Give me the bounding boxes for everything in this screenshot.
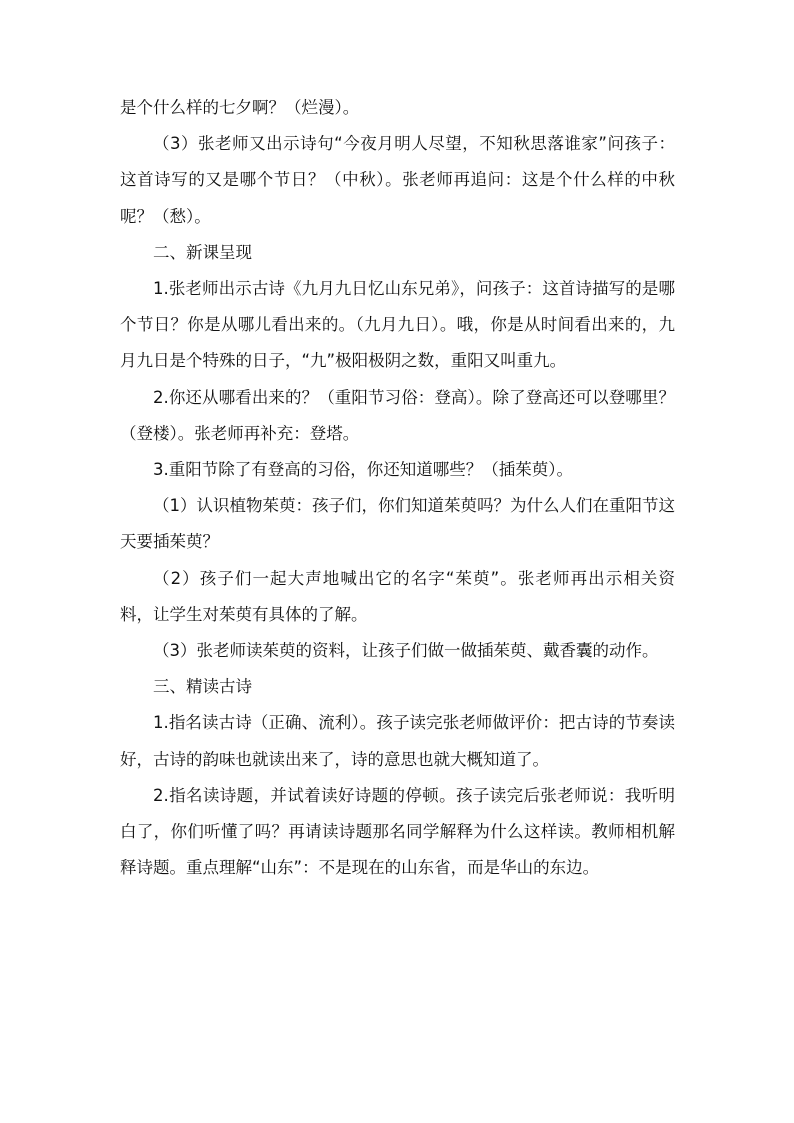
paragraph-item-3: 3.重阳节除了有登高的习俗，你还知道哪些？（插茱萸）。: [153, 460, 573, 480]
paragraph-subitem-3: （3）张老师读茱萸的资料，让孩子们做一做插茱萸、戴香囊的动作。: [153, 641, 659, 661]
section-heading-close-reading: 三、精读古诗: [153, 677, 252, 697]
paragraph-subitem-1: （1）认识植物茱萸：孩子们，你们知道茱萸吗？为什么人们在重阳节这天要插茱萸？: [120, 496, 675, 552]
paragraph-continuation: 是个什么样的七夕啊？（烂漫）。: [120, 98, 360, 117]
section-heading-new-lesson: 二、新课呈现: [153, 242, 252, 262]
paragraph-item-1: 1.张老师出示古诗《九月九日忆山东兄弟》，问孩子：这首诗描写的是哪个节日？你是从哪儿看出来的。（九月九日）。哦，你是从时间看出来的，九月九日是个特殊的日子，“九”极阳极阴之数，重阳又叫重九。: [120, 279, 675, 371]
document-body: [120, 90, 675, 886]
paragraph-item-2: 2.你还从哪看出来的？（重阳节习俗：登高）。除了登高还可以登哪里？（登楼）。张老师再补充：登塔。: [120, 387, 675, 443]
paragraph-subitem-2: （2）孩子们一起大声地喊出它的名字“茱萸”。张老师再出示相关资料，让学生对茱萸有具体的了解。: [120, 568, 675, 624]
paragraph-reading-1: 1.指名读古诗（正确、流利）。孩子读完张老师做评价：把古诗的节奏读好，古诗的韵味也就读出来了，诗的意思也就大概知道了。: [120, 713, 675, 769]
paragraph-reading-2: 2.指名读诗题，并试着读好诗题的停顿。孩子读完后张老师说：我听明白了，你们听懂了吗？再请读诗题那名同学解释为什么这样读。教师相机解释诗题。重点理解“山东”：不是现在的山东省，而是华山的东边。: [120, 785, 675, 878]
paragraph-poem-mid-autumn: （3）张老师又出示诗句“今夜月明人尽望，不知秋思落谁家”问孩子：这首诗写的又是哪个节日？（中秋）。张老师再追问：这是个什么样的中秋呢？（愁）。: [120, 134, 675, 226]
